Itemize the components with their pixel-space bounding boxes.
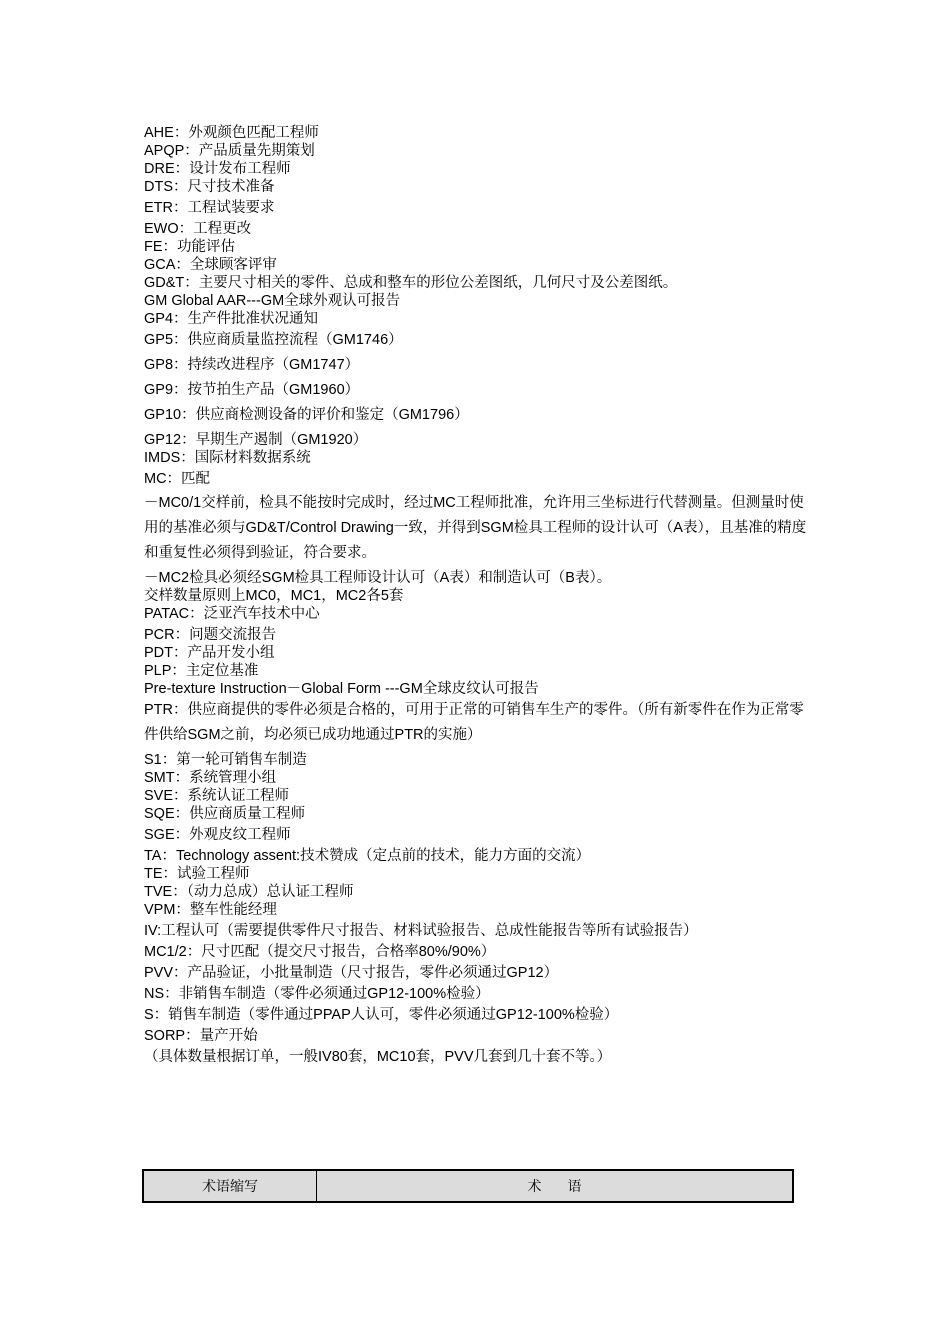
glossary-line: IMDS：国际材料数据系统 — [144, 450, 311, 466]
glossary-line: GM Global AAR---GM全球外观认可报告 — [144, 293, 401, 309]
glossary-line: VPM：整车性能经理 — [144, 902, 277, 918]
header-cell-abbreviation: 术语缩写 — [144, 1171, 317, 1201]
glossary-line: S：销售车制造（零件通过PPAP人认可，零件必须通过GP12-100%检验） — [144, 1007, 619, 1023]
glossary-line: S1：第一轮可销售车制造 — [144, 752, 307, 768]
glossary-line: SVE：系统认证工程师 — [144, 788, 290, 804]
glossary-line: FE：功能评估 — [144, 239, 236, 255]
glossary-table-header — [142, 1169, 794, 1203]
glossary-line: TE：试验工程师 — [144, 866, 250, 882]
glossary-line: AHE：外观颜色匹配工程师 — [144, 125, 319, 141]
glossary-line: EWO：工程更改 — [144, 221, 252, 237]
glossary-line: MC：匹配 — [144, 471, 211, 487]
glossary-line: GP12：早期生产遏制（GM1920） — [144, 432, 368, 448]
glossary-line: TA：Technology assent:技术赞成（定点前的技术，能力方面的交流） — [144, 848, 591, 864]
glossary-line: GD&T：主要尺寸相关的零件、总成和整车的形位公差图纸，几何尺寸及公差图纸。 — [144, 275, 678, 291]
glossary-line: PCR：问题交流报告 — [144, 627, 277, 643]
glossary-line: GP4：生产件批准状况通知 — [144, 311, 319, 327]
glossary-line: PLP：主定位基准 — [144, 663, 259, 679]
glossary-line: ETR：工程试装要求 — [144, 200, 275, 216]
glossary-line: PVV：产品验证，小批量制造（尺寸报告，零件必须通过GP12） — [144, 965, 559, 981]
glossary-line: 交样数量原则上MC0，MC1，MC2各5套 — [144, 588, 404, 604]
glossary-line: APQP：产品质量先期策划 — [144, 143, 315, 159]
glossary-line: SGE：外观皮纹工程师 — [144, 827, 291, 843]
glossary-line: SORP：量产开始 — [144, 1028, 258, 1044]
glossary-line: GP5：供应商质量监控流程（GM1746） — [144, 332, 403, 348]
glossary-paragraph: －MC0/1交样前，检具不能按时完成时，经过MC工程师批准，允许用三坐标进行代替测量。但测量时使用的基准必须与GD&T/Control Drawing一致，并得到SGM检具工程师的设计认可（A表），且基准的精度和重复性必须得到验证，符合要求。 — [144, 495, 807, 561]
glossary-line: PDT：产品开发小组 — [144, 645, 275, 661]
glossary-line: （具体数量根据订单，一般IV80套，MC10套，PVV几套到几十套不等。） — [144, 1049, 612, 1065]
glossary-line: TVE：（动力总成）总认证工程师 — [144, 884, 354, 900]
glossary-line: DRE：设计发布工程师 — [144, 161, 291, 177]
glossary-line: IV:工程认可（需要提供零件尺寸报告、材料试验报告、总成性能报告等所有试验报告） — [144, 923, 698, 939]
glossary-line: GCA：全球顾客评审 — [144, 257, 277, 273]
glossary-line: NS：非销售车制造（零件必须通过GP12-100%检验） — [144, 986, 490, 1002]
header-cell-term — [317, 1171, 792, 1201]
glossary-line: GP8：持续改进程序（GM1747） — [144, 357, 360, 373]
header-cell-term-label: 术语 — [527, 1178, 608, 1194]
glossary-line: Pre-texture Instruction－Global Form ---GM全球皮纹认可报告 — [144, 681, 539, 697]
glossary-line: PATAC：泛亚汽车技术中心 — [144, 606, 320, 622]
glossary-line: GP9：按节拍生产品（GM1960） — [144, 382, 360, 398]
glossary-paragraph: PTR：供应商提供的零件必须是合格的，可用于正常的可销售车生产的零件。（所有新零件在作为正常零件供给SGM之前，均必须已成功地通过PTR的实施） — [144, 702, 804, 743]
glossary-line: GP10：供应商检测设备的评价和鉴定（GM1796） — [144, 407, 469, 423]
glossary-line: SQE：供应商质量工程师 — [144, 806, 306, 822]
glossary-list — [144, 124, 824, 1066]
glossary-line: MC1/2：尺寸匹配（提交尺寸报告，合格率80%/90%） — [144, 944, 496, 960]
glossary-line: SMT：系统管理小组 — [144, 770, 277, 786]
glossary-line: －MC2检具必须经SGM检具工程师设计认可（A表）和制造认可（B表）。 — [144, 570, 612, 586]
glossary-line: DTS：尺寸技术准备 — [144, 179, 275, 195]
